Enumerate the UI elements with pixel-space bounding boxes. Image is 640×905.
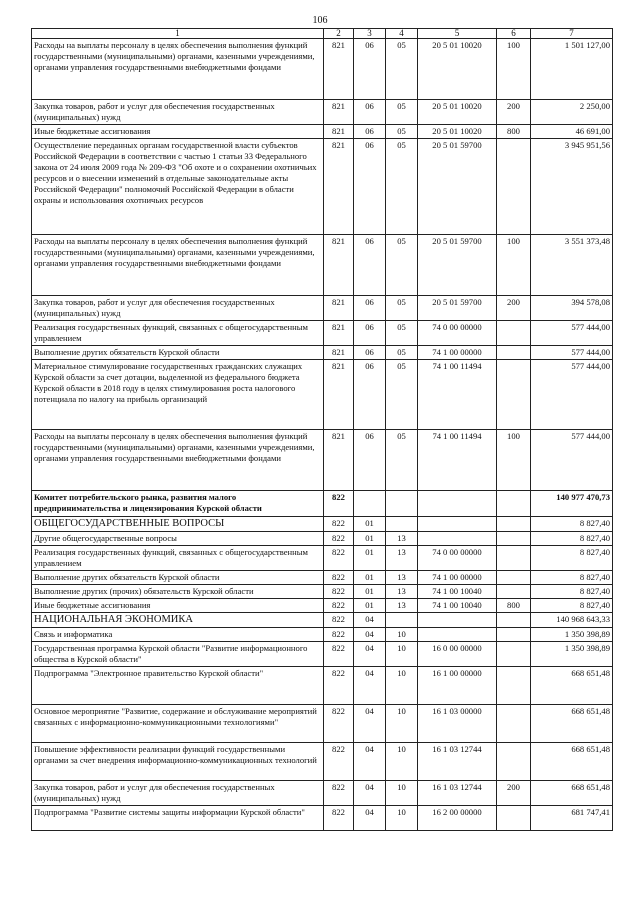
table-row xyxy=(32,430,613,491)
row-code-ministry: 822 xyxy=(324,532,354,546)
row-description: Подпрограмма "Развитие системы защиты информации Курской области" xyxy=(32,806,324,831)
row-code-target: 74 1 00 00000 xyxy=(418,571,497,585)
row-code-target xyxy=(418,532,497,546)
row-description: Подпрограмма "Электронное правительство Курской области" xyxy=(32,667,324,705)
row-amount: 681 747,41 xyxy=(531,806,613,831)
row-code-target: 20 5 01 59700 xyxy=(418,235,497,296)
table-row xyxy=(32,321,613,346)
row-code-ministry: 822 xyxy=(324,613,354,628)
row-code-section: 06 xyxy=(354,296,386,321)
row-code-ministry: 821 xyxy=(324,321,354,346)
row-code-expense-type xyxy=(497,667,531,705)
row-code-expense-type xyxy=(497,642,531,667)
row-code-ministry: 821 xyxy=(324,100,354,125)
row-code-expense-type xyxy=(497,806,531,831)
row-code-section: 04 xyxy=(354,628,386,642)
row-code-section: 04 xyxy=(354,642,386,667)
row-code-section: 06 xyxy=(354,360,386,430)
row-amount: 668 651,48 xyxy=(531,705,613,743)
row-code-section: 06 xyxy=(354,125,386,139)
row-code-target: 74 1 00 00000 xyxy=(418,346,497,360)
row-amount: 394 578,08 xyxy=(531,296,613,321)
row-code-target: 74 1 00 10040 xyxy=(418,585,497,599)
row-code-section: 01 xyxy=(354,599,386,613)
row-amount: 1 350 398,89 xyxy=(531,628,613,642)
row-code-ministry: 821 xyxy=(324,39,354,100)
row-amount: 8 827,40 xyxy=(531,571,613,585)
row-description: Расходы на выплаты персоналу в целях обеспечения выполнения функций государственными (муниципальными) органами, казенными учреждениями, органами управления государственными внебюджетными фондами xyxy=(32,235,324,296)
row-code-expense-type: 800 xyxy=(497,125,531,139)
row-description: Выполнение других обязательств Курской области xyxy=(32,346,324,360)
row-code-section: 06 xyxy=(354,321,386,346)
row-code-expense-type: 200 xyxy=(497,781,531,806)
row-description: Выполнение других (прочих) обязательств Курской области xyxy=(32,585,324,599)
row-code-target xyxy=(418,628,497,642)
row-code-target xyxy=(418,491,497,517)
row-code-subsection: 05 xyxy=(386,430,418,491)
row-code-expense-type: 800 xyxy=(497,599,531,613)
row-code-subsection: 05 xyxy=(386,125,418,139)
row-code-expense-type xyxy=(497,346,531,360)
row-description: Связь и информатика xyxy=(32,628,324,642)
row-code-expense-type xyxy=(497,360,531,430)
header-cell: 4 xyxy=(386,29,418,39)
row-code-expense-type: 100 xyxy=(497,430,531,491)
row-code-ministry: 821 xyxy=(324,430,354,491)
table-row xyxy=(32,781,613,806)
row-code-subsection: 05 xyxy=(386,100,418,125)
row-code-ministry: 822 xyxy=(324,491,354,517)
row-amount: 140 977 470,73 xyxy=(531,491,613,517)
row-code-ministry: 821 xyxy=(324,235,354,296)
table-row xyxy=(32,532,613,546)
row-code-subsection: 10 xyxy=(386,743,418,781)
table-header-row xyxy=(32,29,613,39)
row-code-subsection: 13 xyxy=(386,571,418,585)
row-code-section: 06 xyxy=(354,346,386,360)
row-description: Осуществление переданных органам государственной власти субъектов Российской Федерации в соответствии с частью 1 статьи 33 Федерального закона от 24 июля 2009 года № 209-ФЗ "Об охоте и о сохранении охотничьих ресурсов и о внесении изменений в отдельные законодательные акты Российской Федерации" полномочий Российской Федерации в области охраны и использования охотничьих ресурсов xyxy=(32,139,324,235)
row-code-ministry: 822 xyxy=(324,642,354,667)
row-code-target: 16 1 00 00000 xyxy=(418,667,497,705)
row-amount: 8 827,40 xyxy=(531,517,613,532)
row-code-expense-type: 200 xyxy=(497,296,531,321)
row-code-ministry: 822 xyxy=(324,806,354,831)
row-code-expense-type xyxy=(497,517,531,532)
budget-table xyxy=(31,28,613,831)
table-row xyxy=(32,360,613,430)
header-cell: 1 xyxy=(32,29,324,39)
row-code-ministry: 822 xyxy=(324,585,354,599)
row-description: Закупка товаров, работ и услуг для обеспечения государственных (муниципальных) нужд xyxy=(32,100,324,125)
row-code-expense-type xyxy=(497,571,531,585)
header-cell: 6 xyxy=(497,29,531,39)
row-code-target: 20 5 01 10020 xyxy=(418,125,497,139)
row-code-expense-type xyxy=(497,743,531,781)
row-amount: 577 444,00 xyxy=(531,346,613,360)
header-cell: 3 xyxy=(354,29,386,39)
row-code-ministry: 822 xyxy=(324,667,354,705)
row-code-section: 04 xyxy=(354,806,386,831)
row-code-subsection: 13 xyxy=(386,585,418,599)
row-code-section: 04 xyxy=(354,667,386,705)
table-row xyxy=(32,346,613,360)
row-code-subsection: 13 xyxy=(386,546,418,571)
row-amount: 8 827,40 xyxy=(531,532,613,546)
row-description: Иные бюджетные ассигнования xyxy=(32,125,324,139)
row-code-section: 06 xyxy=(354,39,386,100)
table-row xyxy=(32,491,613,517)
row-code-target: 16 0 00 00000 xyxy=(418,642,497,667)
table-row xyxy=(32,517,613,532)
row-code-expense-type xyxy=(497,628,531,642)
row-code-target: 20 5 01 10020 xyxy=(418,39,497,100)
row-code-expense-type xyxy=(497,491,531,517)
row-description: Материальное стимулирование государственных гражданских служащих Курской области за счет дотации, выделенной из федерального бюджета Курской области в 2018 году в целях стимулирования роста налогового потенциала по налогу на прибыль организаций xyxy=(32,360,324,430)
table-row xyxy=(32,743,613,781)
row-code-section: 01 xyxy=(354,571,386,585)
row-code-target xyxy=(418,613,497,628)
row-code-target: 74 1 00 11494 xyxy=(418,360,497,430)
row-code-target: 74 0 00 00000 xyxy=(418,321,497,346)
table-row xyxy=(32,125,613,139)
table-row xyxy=(32,39,613,100)
row-code-subsection: 10 xyxy=(386,806,418,831)
row-description: Выполнение других обязательств Курской области xyxy=(32,571,324,585)
row-code-expense-type xyxy=(497,321,531,346)
row-code-expense-type: 200 xyxy=(497,100,531,125)
row-code-ministry: 821 xyxy=(324,360,354,430)
row-code-ministry: 822 xyxy=(324,743,354,781)
table-row xyxy=(32,546,613,571)
row-code-subsection: 10 xyxy=(386,642,418,667)
row-amount: 668 651,48 xyxy=(531,743,613,781)
table-row xyxy=(32,705,613,743)
row-code-expense-type: 100 xyxy=(497,39,531,100)
row-amount: 140 968 643,33 xyxy=(531,613,613,628)
row-description: Закупка товаров, работ и услуг для обеспечения государственных (муниципальных) нужд xyxy=(32,781,324,806)
row-code-subsection: 05 xyxy=(386,139,418,235)
table-row xyxy=(32,571,613,585)
row-code-subsection: 10 xyxy=(386,781,418,806)
row-code-subsection: 05 xyxy=(386,235,418,296)
row-code-section: 01 xyxy=(354,546,386,571)
header-cell: 7 xyxy=(531,29,613,39)
page-number: 106 xyxy=(312,15,328,26)
row-amount: 8 827,40 xyxy=(531,585,613,599)
row-description: Реализация государственных функций, связанных с общегосударственным управлением xyxy=(32,321,324,346)
row-amount: 1 501 127,00 xyxy=(531,39,613,100)
row-code-ministry: 822 xyxy=(324,781,354,806)
row-code-ministry: 822 xyxy=(324,705,354,743)
row-amount: 3 945 951,56 xyxy=(531,139,613,235)
row-code-expense-type xyxy=(497,532,531,546)
row-code-target xyxy=(418,517,497,532)
row-code-target: 20 5 01 10020 xyxy=(418,100,497,125)
row-code-section: 06 xyxy=(354,139,386,235)
table-row xyxy=(32,613,613,628)
row-description: ОБЩЕГОСУДАРСТВЕННЫЕ ВОПРОСЫ xyxy=(32,517,324,532)
row-description: Расходы на выплаты персоналу в целях обеспечения выполнения функций государственными (муниципальными) органами, казенными учреждениями, органами управления государственными внебюджетными фондами xyxy=(32,39,324,100)
row-description: Другие общегосударственные вопросы xyxy=(32,532,324,546)
row-code-section: 06 xyxy=(354,430,386,491)
row-code-subsection: 05 xyxy=(386,360,418,430)
row-code-subsection: 05 xyxy=(386,346,418,360)
row-amount: 668 651,48 xyxy=(531,667,613,705)
row-code-subsection: 10 xyxy=(386,667,418,705)
row-code-section: 06 xyxy=(354,100,386,125)
row-code-ministry: 822 xyxy=(324,571,354,585)
row-description: Комитет потребительского рынка, развития малого предпринимательства и лицензирования Курской области xyxy=(32,491,324,517)
row-code-target: 16 1 03 12744 xyxy=(418,781,497,806)
row-code-subsection xyxy=(386,613,418,628)
row-code-subsection: 13 xyxy=(386,599,418,613)
row-code-subsection: 05 xyxy=(386,321,418,346)
row-code-ministry: 822 xyxy=(324,517,354,532)
row-amount: 577 444,00 xyxy=(531,321,613,346)
row-code-section: 01 xyxy=(354,585,386,599)
row-code-section: 04 xyxy=(354,705,386,743)
row-description: Иные бюджетные ассигнования xyxy=(32,599,324,613)
row-amount: 8 827,40 xyxy=(531,546,613,571)
row-amount: 3 551 373,48 xyxy=(531,235,613,296)
row-code-subsection: 05 xyxy=(386,39,418,100)
row-description: Реализация государственных функций, связанных с общегосударственным управлением xyxy=(32,546,324,571)
row-code-subsection xyxy=(386,491,418,517)
row-description: Закупка товаров, работ и услуг для обеспечения государственных (муниципальных) нужд xyxy=(32,296,324,321)
table-row xyxy=(32,628,613,642)
row-code-target: 74 1 00 11494 xyxy=(418,430,497,491)
row-code-expense-type xyxy=(497,613,531,628)
row-code-target: 16 2 00 00000 xyxy=(418,806,497,831)
header-cell: 5 xyxy=(418,29,497,39)
table-row xyxy=(32,139,613,235)
row-amount: 668 651,48 xyxy=(531,781,613,806)
row-code-section: 04 xyxy=(354,743,386,781)
row-amount: 1 350 398,89 xyxy=(531,642,613,667)
row-amount: 577 444,00 xyxy=(531,430,613,491)
table-row xyxy=(32,599,613,613)
table-row xyxy=(32,100,613,125)
table-row xyxy=(32,642,613,667)
row-code-expense-type xyxy=(497,705,531,743)
row-code-expense-type xyxy=(497,546,531,571)
table-row xyxy=(32,806,613,831)
row-code-section xyxy=(354,491,386,517)
row-code-section: 01 xyxy=(354,517,386,532)
row-code-subsection: 05 xyxy=(386,296,418,321)
row-description: Повышение эффективности реализации функций государственными органами за счет внедрения информационно-коммуникационных технологий xyxy=(32,743,324,781)
row-code-section: 04 xyxy=(354,781,386,806)
row-code-ministry: 822 xyxy=(324,546,354,571)
row-code-subsection: 10 xyxy=(386,628,418,642)
row-code-section: 04 xyxy=(354,613,386,628)
row-code-target: 74 0 00 00000 xyxy=(418,546,497,571)
row-code-target: 20 5 01 59700 xyxy=(418,296,497,321)
row-description: НАЦИОНАЛЬНАЯ ЭКОНОМИКА xyxy=(32,613,324,628)
row-code-expense-type: 100 xyxy=(497,235,531,296)
row-code-ministry: 821 xyxy=(324,139,354,235)
row-code-section: 01 xyxy=(354,532,386,546)
row-amount: 577 444,00 xyxy=(531,360,613,430)
row-code-ministry: 821 xyxy=(324,125,354,139)
row-code-section: 06 xyxy=(354,235,386,296)
table-row xyxy=(32,296,613,321)
row-code-target: 16 1 03 00000 xyxy=(418,705,497,743)
table-row xyxy=(32,235,613,296)
row-code-ministry: 822 xyxy=(324,628,354,642)
header-cell: 2 xyxy=(324,29,354,39)
row-code-subsection: 13 xyxy=(386,532,418,546)
row-amount: 8 827,40 xyxy=(531,599,613,613)
row-description: Основное мероприятие "Развитие, содержание и обслуживание мероприятий связанных с информационно-коммуникационными технологиями" xyxy=(32,705,324,743)
table-row xyxy=(32,585,613,599)
table-row xyxy=(32,667,613,705)
row-code-target: 20 5 01 59700 xyxy=(418,139,497,235)
row-code-subsection: 10 xyxy=(386,705,418,743)
row-code-subsection xyxy=(386,517,418,532)
row-code-target: 16 1 03 12744 xyxy=(418,743,497,781)
row-description: Государственная программа Курской области "Развитие информационного общества в Курской области" xyxy=(32,642,324,667)
row-code-target: 74 1 00 10040 xyxy=(418,599,497,613)
row-code-expense-type xyxy=(497,139,531,235)
row-code-ministry: 821 xyxy=(324,296,354,321)
row-code-ministry: 822 xyxy=(324,599,354,613)
row-description: Расходы на выплаты персоналу в целях обеспечения выполнения функций государственными (муниципальными) органами, казенными учреждениями, органами управления государственными внебюджетными фондами xyxy=(32,430,324,491)
row-code-expense-type xyxy=(497,585,531,599)
row-amount: 2 250,00 xyxy=(531,100,613,125)
row-code-ministry: 821 xyxy=(324,346,354,360)
row-amount: 46 691,00 xyxy=(531,125,613,139)
